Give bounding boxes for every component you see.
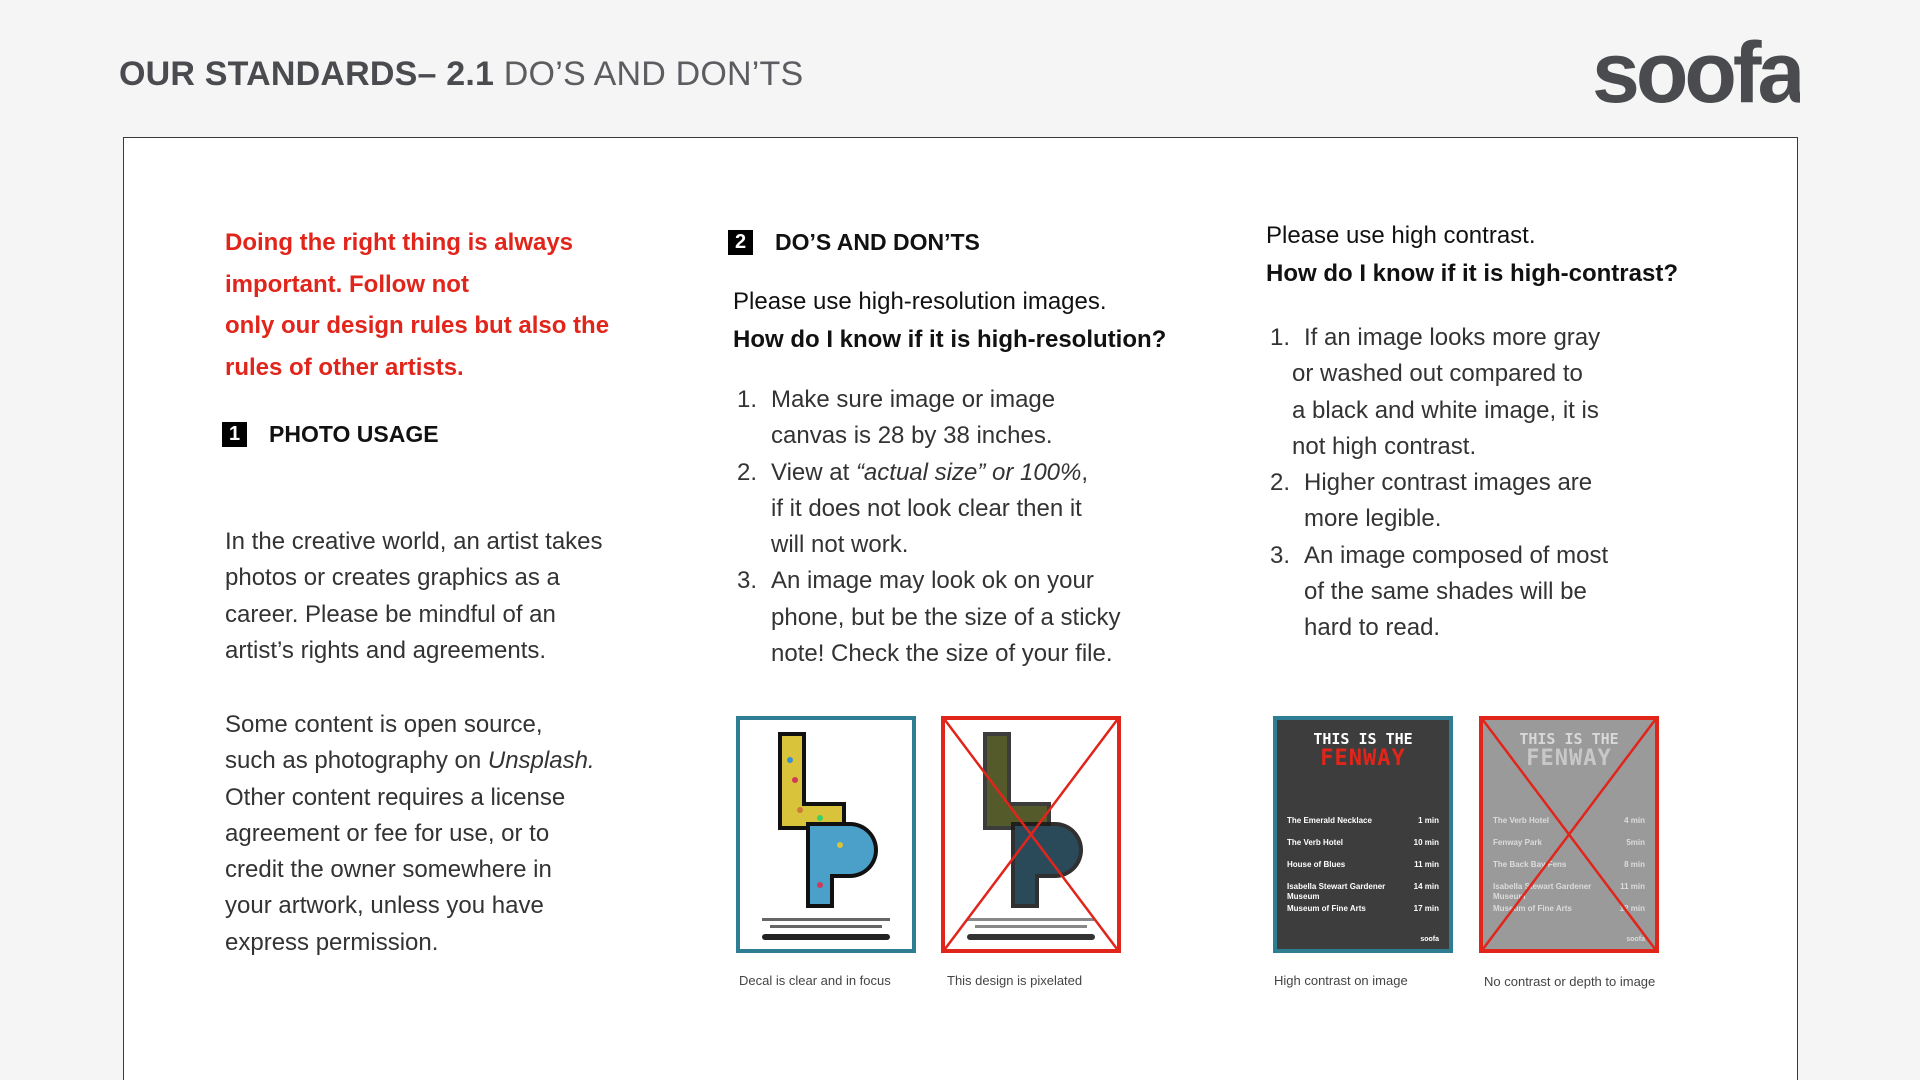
list-line <box>771 455 1153 491</box>
paragraph-line: photos or creates graphics as a <box>225 564 560 592</box>
list-line: note! Check the size of your file. <box>771 640 1113 668</box>
poster-row <box>1287 882 1439 904</box>
list-line: of the same shades will be <box>1304 578 1587 606</box>
resolution-question <box>733 288 1166 354</box>
intro-line: only our design rules but also the <box>225 312 610 339</box>
poster-row <box>1287 816 1439 838</box>
poster-row <box>1287 838 1439 860</box>
poster-row-time: 10 min <box>1413 838 1439 847</box>
list-number: 2. <box>1270 469 1291 497</box>
clear-decal-image <box>736 716 916 953</box>
photo-usage-paragraph-2 <box>225 707 645 961</box>
list-text: View at <box>771 458 856 486</box>
actual-size-emphasis: “actual size” or 100% <box>855 458 1082 486</box>
page-title-bold: OUR STANDARDS– 2.1 <box>119 55 495 93</box>
resolution-steps <box>733 382 1153 672</box>
list-item <box>1266 320 1686 465</box>
poster-row-name: The Verb Hotel <box>1493 816 1550 825</box>
list-item <box>733 455 1153 564</box>
list-line: a black and white image, it is <box>1292 396 1599 424</box>
list-item <box>1266 538 1686 647</box>
paragraph-line: Other content requires a license <box>225 783 566 811</box>
paragraph-line <box>225 743 645 779</box>
list-line: An image may look ok on your <box>771 567 1094 595</box>
list-number: 1. <box>1270 324 1291 351</box>
poster-row-name: Fenway Park <box>1493 838 1542 847</box>
list-number: 2. <box>737 458 758 486</box>
contrast-steps <box>1266 320 1686 647</box>
poster-row-time: 4 min <box>1624 816 1645 825</box>
poster-footer: soofa <box>1626 936 1645 943</box>
list-text: , <box>1081 458 1089 486</box>
low-contrast-poster <box>1479 716 1659 953</box>
poster-row-name: Museum of Fine Arts <box>1493 904 1572 913</box>
poster-row <box>1287 860 1439 882</box>
poster-title-line: FENWAY <box>1526 746 1612 771</box>
intro-callout <box>225 222 645 388</box>
page-title <box>119 55 803 94</box>
paragraph-line: career. Please be mindful of an <box>225 600 556 628</box>
image-caption: Decal is clear and in focus <box>739 973 891 988</box>
list-line: or washed out compared to <box>1292 360 1583 388</box>
poster-row-name: Isabella Stewart Gardener Museum <box>1287 882 1386 901</box>
section-title: PHOTO USAGE <box>269 421 439 447</box>
image-caption: This design is pixelated <box>947 973 1083 988</box>
poster-row-time: 12 min <box>1619 904 1645 913</box>
list-line: If an image looks more gray <box>1304 324 1601 351</box>
list-line: Make sure image or image <box>771 386 1056 413</box>
poster-title-line: FENWAY <box>1320 746 1406 771</box>
poster-row-time: 17 min <box>1413 904 1439 913</box>
poster-row <box>1287 904 1439 926</box>
paragraph-line: artist’s rights and agreements. <box>225 636 547 664</box>
paragraph-line: express permission. <box>225 928 439 956</box>
poster-row-name: House of Blues <box>1287 860 1346 869</box>
list-line: An image composed of most <box>1304 541 1609 569</box>
poster-rows <box>1287 816 1439 926</box>
list-item <box>1266 465 1686 538</box>
page-title-light: DO’S AND DON’TS <box>494 55 804 93</box>
poster-row-time: 11 min <box>1620 882 1645 891</box>
logo-text: soofa <box>1592 25 1800 112</box>
question-bold: How do I know if it is high-contrast? <box>1266 260 1678 287</box>
high-contrast-poster <box>1273 716 1453 953</box>
section-heading-dos-donts <box>728 229 980 256</box>
list-item <box>733 563 1153 672</box>
list-line: Higher contrast images are <box>1304 469 1593 497</box>
list-line: if it does not look clear then it <box>771 494 1082 522</box>
poster-row-time: 5min <box>1626 838 1645 847</box>
paragraph-text: such as photography on <box>225 747 488 775</box>
poster-title-line: THIS IS THE <box>1313 730 1413 748</box>
poster-row-time: 14 min <box>1413 882 1439 891</box>
photo-usage-paragraph-1 <box>225 524 645 669</box>
section-title: DO’S AND DON’TS <box>775 229 980 255</box>
poster-row-name: The Verb Hotel <box>1287 838 1344 847</box>
image-caption: High contrast on image <box>1274 973 1408 988</box>
question-bold: How do I know if it is high-resolution? <box>733 326 1167 353</box>
paragraph-line: your artwork, unless you have <box>225 892 544 920</box>
list-line: hard to read. <box>1304 614 1441 642</box>
soofa-logo <box>1590 22 1800 112</box>
question-plain: Please use high contrast. <box>1266 222 1536 249</box>
list-line: not high contrast. <box>1292 432 1477 460</box>
poster-footer: soofa <box>1420 936 1439 943</box>
paragraph-line: credit the owner somewhere in <box>225 856 552 884</box>
poster-row-name: The Back Bay Fens <box>1493 860 1567 869</box>
poster-row-time: 11 min <box>1414 860 1439 869</box>
poster-row-name: Museum of Fine Arts <box>1287 904 1366 913</box>
paragraph-line: agreement or fee for use, or to <box>225 819 550 847</box>
poster-row-time: 1 min <box>1418 816 1439 825</box>
paragraph-line: Some content is open source, <box>225 711 543 738</box>
list-line: more legible. <box>1304 505 1442 533</box>
list-line: canvas is 28 by 38 inches. <box>771 422 1053 450</box>
list-line: phone, but be the size of a sticky <box>771 603 1121 631</box>
image-caption: No contrast or depth to image <box>1484 974 1656 989</box>
list-number: 1. <box>737 386 758 413</box>
contrast-question <box>1266 222 1678 288</box>
intro-line: Doing the right thing is always <box>225 229 574 256</box>
unsplash-emphasis: Unsplash. <box>487 747 595 775</box>
section-number-badge: 2 <box>728 230 753 255</box>
list-line: will not work. <box>771 531 909 559</box>
poster-row-name: Isabella Stewart Gardener Museum <box>1493 882 1592 901</box>
section-number-badge: 1 <box>222 422 247 447</box>
section-heading-photo-usage <box>222 421 439 448</box>
reject-x-mark <box>1483 720 1655 949</box>
poster-title-line: THIS IS THE <box>1519 730 1619 748</box>
intro-line: rules of other artists. <box>225 353 464 381</box>
list-number: 3. <box>737 567 758 595</box>
question-plain: Please use high-resolution images. <box>733 288 1107 315</box>
paragraph-line: In the creative world, an artist takes <box>225 528 603 555</box>
poster-row-name: The Emerald Necklace <box>1287 816 1372 825</box>
list-item <box>733 382 1153 455</box>
list-number: 3. <box>1270 541 1291 569</box>
poster-row-time: 8 min <box>1624 860 1645 869</box>
intro-line: important. Follow not <box>225 270 469 298</box>
pixelated-design-image <box>941 716 1121 953</box>
